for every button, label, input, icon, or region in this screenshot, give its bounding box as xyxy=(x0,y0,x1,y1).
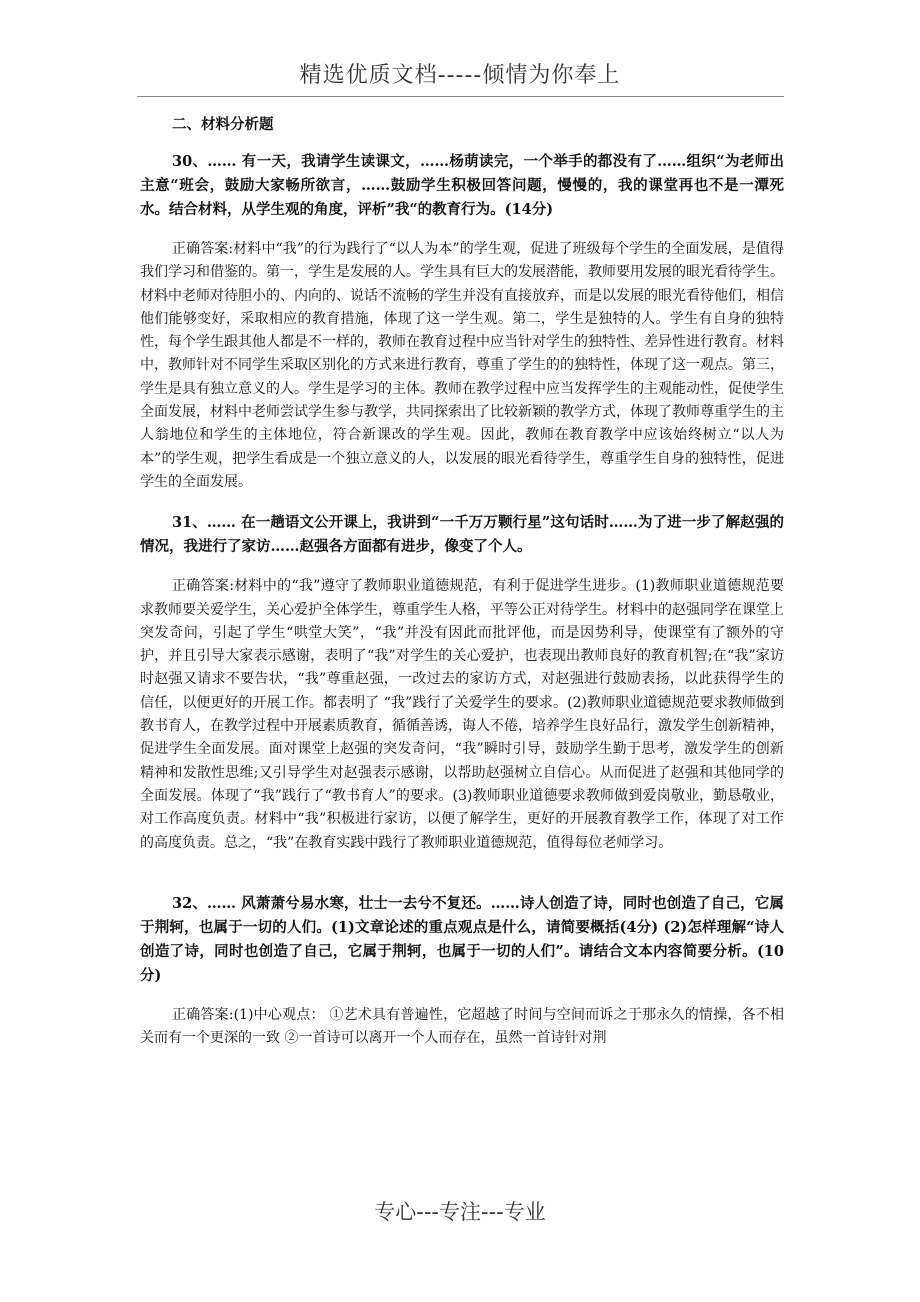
question-prompt: 32、…… 风萧萧兮易水寒，壮士一去兮不复还。……诗人创造了诗，同时也创造了自己，它属于荆轲，也属于一切的人们。(1)文章论述的重点观点是什么，请简要概括(4分) (2)怎样理解“诗人创造了诗，同时也创造了自己，它属于荆轲，也属于一切的人们”。请结合文本内容简要分析。(10分) xyxy=(140,894,784,984)
header-divider xyxy=(137,96,784,97)
answer-text: 正确答案:材料中“我”的行为践行了“以人为本”的学生观，促进了班级每个学生的全面发展，是值得我们学习和借鉴的。第一，学生是发展的人。学生具有巨大的发展潜能，教师要用发展的眼光看待学生。材料中老师对待胆小的、内向的、说话不流畅的学生并没有直接放弃，而是以发展的眼光看待他们，相信他们能够变好，采取相应的教育措施，体现了这一学生观。第二，学生是独特的人。学生有自身的独特性，每个学生跟其他人都是不一样的，教师在教育过程中应当针对学生的独特性、差异性进行教育。材料中，教师针对不同学生采取区别化的方式来进行教育，尊重了学生的的独特性，体现了这一观点。第三，学生是具有独立意义的人。学生是学习的主体。教师在教学过程中应当发挥学生的主观能动性，促使学生全面发展，材料中老师尝试学生参与教学，共同探索出了比较新颖的教学方式，体现了教师尊重学生的主人翁地位和学生的主体地位，符合新课改的学生观。因此，教师在教育教学中应该始终树立“以人为本”的学生观，把学生看成是一个独立意义的人，以发展的眼光看待学生，尊重学生自身的独特性，促进学生的全面发展。 xyxy=(140,241,784,490)
answer-text: 正确答案:(1)中心观点： ①艺术具有普遍性，它超越了时间与空间而诉之于那永久的情操，各不相关而有一个更深的一致 ②一首诗可以离开一个人而存在，虽然一首诗针对荆 xyxy=(140,1006,784,1047)
question-31 xyxy=(140,511,784,855)
page-footer: 专心---专注---专业 xyxy=(374,1200,546,1224)
question-32 xyxy=(140,892,784,1051)
document-body xyxy=(140,112,784,1050)
answer-text: 正确答案:材料中的“我”遵守了教师职业道德规范，有利于促进学生进步。(1)教师职业道德规范要求教师要关爱学生，关心爱护全体学生，尊重学生人格，平等公正对待学生。材料中的赵强同学在课堂上突发奇问，引起了学生“哄堂大笑”，“我”并没有因此而批评他，而是因势利导，使课堂有了额外的守护，并且引导大家表示感谢，表明了“我”对学生的关心爱护，也表现出教师良好的教育机智;在“我”家访时赵强又请求不要告状，“我”尊重赵强，一改过去的家访方式，对赵强进行鼓励表扬，以此获得学生的信任，以便更好的开展工作。都表明了 “我”践行了关爱学生的要求。(2)教师职业道德规范要求教师做到教书育人，在教学过程中开展素质教育，循循善诱，诲人不倦，培养学生良好品行，激发学生创新精神，促进学生全面发展。面对课堂上赵强的突发奇问，“我”瞬时引导，鼓励学生勤于思考，激发学生的创新精神和发散性思维;又引导学生对赵强表示感谢，以帮助赵强树立自信心。从而促进了赵强和其他同学的全面发展。体现了“我”践行了“教书育人”的要求。(3)教师职业道德要求教师做到爱岗敬业，勤恳敬业，对工作高度负责。材料中“我”积极进行家访，以便了解学生，更好的开展教育教学工作，体现了对工作的高度负责。总之，“我”在教育实践中践行了教师职业道德规范，值得每位老师学习。 xyxy=(140,578,784,851)
question-30 xyxy=(140,150,784,494)
page-header: 精选优质文档-----倾情为你奉上 xyxy=(299,63,621,88)
question-prompt: 31、…… 在一趟语文公开课上，我讲到“一千万万颗行星”这句话时……为了进一步了解赵强的情况，我进行了家访……赵强各方面都有进步，像变了个人。 xyxy=(140,514,784,556)
spacer xyxy=(140,494,784,511)
section-title: 二、材料分析题 xyxy=(172,116,274,133)
question-prompt: 30、…… 有一天，我请学生读课文，……杨萌读完，一个举手的都没有了……组织“为老师出主意“班会，鼓励大家畅所欲言，……鼓励学生积极回答问题，慢慢的，我的课堂再也不是一潭死水。结合材料，从学生观的角度，评析”我“的教育行为。(14分) xyxy=(140,153,784,218)
spacer xyxy=(140,855,784,892)
